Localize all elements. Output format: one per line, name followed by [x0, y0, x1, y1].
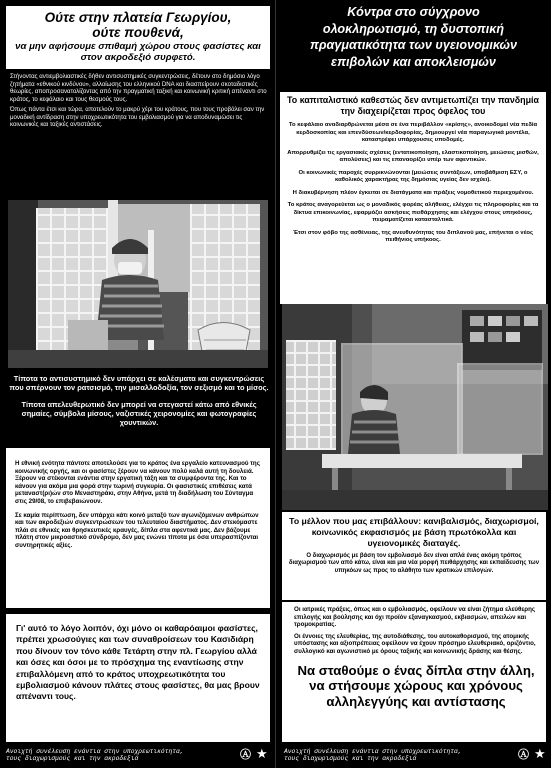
masked-child-photo-icon — [8, 200, 268, 368]
right-box-2 — [282, 512, 546, 600]
right-box1-para-6: Έτσι στον φόβο της ασθένειας, της ανευθυνότητας του διπλανού μας, επήνεται ο νέος πειθήνιος υπήκοος. — [292, 229, 534, 243]
right-box1-para-5: Το κράτος αναγορεύεται ως ο μοναδικός φορέας αλήθειας, ελέγχει τις πληροφορίες και τα δίκτυα επικοινωνίας, εφαρμόζει ασκήσεις πειθάρχησης και ελέγχου στους υπηκόους, πειραματίζεται κατασταλτικά. — [287, 202, 539, 223]
right-closing-line-2: να στήσουμε χώρους και χρόνους — [309, 678, 523, 694]
left-title-line-1: Ούτε στην πλατεία Γεωργίου, — [44, 10, 232, 25]
left-star-icon: ★ — [256, 747, 268, 762]
right-box1-heading: Το καπιταλιστικό καθεστώς δεν αντιμετωπίζει την πανδημία την διαχειρίζεται προς όφελος του — [287, 95, 539, 116]
left-intro-text — [10, 73, 268, 129]
left-title-box — [6, 6, 270, 69]
left-mid-para-2: Τίποτα απελευθερωτικό δεν μπορεί να στεγαστεί κάτω από εθνικές σημαίες, σύμβολα μίσους, ναζιστικές χειρονομίες και φωτογραφίες χουντικών. — [21, 400, 257, 427]
right-star-icon: ★ — [534, 747, 546, 762]
left-footer-line-2: τους διαχωρισμούς και την ακροδεξιά — [6, 755, 139, 762]
right-box2-para-1: Ο διαχωρισμός με βάση τον εμβολιασμό δεν είναι απλά ένας ακόμη τρόπος διαχωρισμού των από κάτω, είναι και μια νέα μορφή πειθάρχησης και εκπαίδευσης των υπηκόων ως προς το αλάθητο των κρατικών επιλογών. — [288, 553, 540, 574]
right-box-1 — [280, 92, 546, 304]
left-subtitle: να μην αφήσουμε σπιθαμή χώρου στους φασίστες και στον ακροδεξιό συρφετό. — [15, 41, 261, 63]
left-body-box — [6, 448, 270, 608]
right-title — [280, 4, 547, 70]
right-title-line-2: ολοκληρωτισμό, τη δυστοπική — [322, 21, 505, 36]
right-footer-line-1: Ανοιχτή συνέλευση ενάντια στην υποχρεωτικότητα, — [284, 748, 462, 755]
left-title-line-2: ούτε πουθενά, — [92, 25, 184, 40]
left-intro-para-1: Στήνοντας αντιεμβολιαστικές δήθεν αντισυστημικές συγκεντρώσεις, δέτουν στο δημόσιο λόγο ζητήματα «εθνικού κινδύνου», αλλοίωσης του ελληνικού DNA και διασπείρουν σκοταδιστικές θεωρίες, αποπροσανατολίζοντας από την πραγματική ταξική και κοινωνική κριτική απέναντι στο κράτος, το κεφάλαιο και τους θεσμούς τους. — [10, 73, 267, 103]
left-anarchy-icon: Ⓐ — [240, 748, 251, 761]
right-box1-para-4: Η διακυβέρνηση πλέον έγκειται σε διατάγματα και πράξεις νομοθετικού περιεχομένου. — [292, 189, 534, 196]
left-footer-line-1: Ανοιχτή συνέλευση ενάντια στην υποχρεωτικότητα, — [6, 748, 184, 755]
right-closing-line-1: Να σταθούμε ο ένας δίπλα στην άλλη, — [297, 662, 535, 678]
right-box1-para-3: Οι κοινωνικές παροχές συρρικνώνονται (μειώσεις συντάξεων, υποβάθμιση ΕΣΥ, ο καθολικός χαρακτήρας της δημόσιας υγείας δεν ισχύει). — [298, 169, 528, 183]
right-title-line-1: Κόντρα στο σύγχρονο — [347, 5, 480, 19]
right-anarchy-icon: Ⓐ — [518, 748, 529, 761]
classroom-photo-icon — [282, 304, 548, 510]
right-title-line-4: επιβολών και αποκλεισμών — [331, 54, 496, 69]
left-photo-masked-child — [8, 200, 268, 368]
left-intro-para-2: Όπως πάντα έτσι και τώρα, αποτελούν το μακρύ χέρι του κράτους, που τους προβάλει σαν την μοναδική αντίδραση στην υποχρεωτικότητα του εμβολιασμού για να αποδυναμώσει τις κοινωνικές και ταξικές αντιστάσεις. — [10, 106, 265, 129]
left-mid-text — [8, 374, 270, 427]
right-title-line-3: πραγματικότητα των υγειονομικών — [309, 38, 518, 52]
right-closing — [294, 663, 538, 710]
right-footer — [284, 748, 504, 762]
right-photo-classroom — [282, 304, 548, 510]
left-footer — [6, 748, 226, 762]
left-body-para-1: Η εθνική ενότητα πάντοτε αποτελούσε για το κράτος ένα εργαλείο κατευνασμού της κοινωνικής οργής, και οι φασίστες ξέρουν να κάνουν πολύ καλά αυτή τη δουλειά. Ξέρουν να στέκονται ενάντια στην εργατική τάξη και τα συμφέροντα της. Και το κάνουν για ακόμα μια φορά στην τωρινή συγκυρία. Οι φασιστικές επιθέσεις κατά μεταναστ(ρι)ών στο Μεναστηράκι, στην Αθήνα, μετά τη διαδήλωση του Σύνταγμα στις 29/08, το επιβεβαιώνουν. — [15, 460, 260, 505]
left-body-para-2: Σε καμία περίπτωση, δεν υπάρχει κάτι κοινό μεταξύ των αγωνιζόμενων ανθρώπων και των ακροδεξιών συγκεντρώσεων του τελευταίου διαστήματος. Δεν στεκόμαστε πλάι σε εθνικές και θρησκευτικές κραυγές, δίπλα στα αφεντικά μας. Δεν βάζουμε πλάτη στον μικροαστικό σύνδρομο, δεν μας ενώνει τίποτα με όσα υπερασπίζονται συντηρητικές αξίες. — [15, 511, 259, 549]
left-call-box — [6, 614, 270, 742]
right-box1-para-1: Το κεφάλαιο αναδιαρθρώνεται μέσα σε ένα περιβάλλον «κρίσης», ανοικοδομεί νέα πεδία κερδοσκοπίας και επενδύσεων/κερδοφορίας, δημιουργεί νέα παραγωγικά μοντέλα, καταστρέφει υπάρχουσες υποδομές. — [288, 122, 538, 143]
right-box-3 — [282, 602, 546, 742]
right-column — [276, 0, 551, 768]
right-box3-para-2: Οι έννοιες της ελευθερίας, της αυτοδιάθεσης, του αυτοκαθορισμού, της ατομικής υπόστασης και αξιοπρέπειας οφείλουν να έχουν πρόσημο ελευθεριακό, οριζόντιο, συλλογικό και αγωνιστικό με όρους ταξικής και κοινωνικής δράσης και θέσης. — [294, 632, 536, 655]
left-call-para: Γι' αυτό το λόγο λοιπόν, όχι μόνο οι καθαρόαιμοι φασίστες, πρέπει χρωσούγιες και των συναθροίσεων του Κασιδιάρη που δίνουν τον τόνο κάθε Τετάρτη στην πλ. Γεωργίου αλλά και όσες και όσοι με το πρόσχημα της εναντίωσης στην επιβαλλόμενη από το κράτος υποχρεωτικότητα του εμβολιασμού κάνουν πλάτες στους φασίστες, θα μας βρουν απέναντι τους. — [16, 623, 260, 702]
right-box2-heading: Το μέλλον που μας επιβάλλουν: κανιβαλισμός, διαχωρισμοί, κοινωνικός εκφασισμός με βάση πρωτόκολλα και υγειονομικές διαταγές. — [289, 516, 539, 548]
right-footer-line-2: τους διαχωρισμούς και την ακροδεξιά — [284, 755, 417, 762]
right-box3-para-1: Οι ιατρικές πράξεις, όπως και ο εμβολιασμός, οφείλουν να είναι ζήτημα ελεύθερης επιλογής και βούλησης και όχι προϊόν εξαναγκασμού, εκβιασμών, απειλών και τρομοκρατίας. — [294, 606, 536, 629]
right-closing-line-3: αλληλεγγύης και αντίστασης — [326, 694, 506, 710]
left-mid-para-1: Τίποτα το αντισυστημικό δεν υπάρχει σε καλέσματα και συγκεντρώσεις που σπέρνουν τον ρατσισμό, την μισαλλοδοξία, τον σεξισμό και το μίσος. — [9, 374, 269, 392]
right-box1-para-2: Απορρυθμίζει τις εργασιακές σχέσεις (εντατικοποίηση, ελαστικοποίηση, μειώσεις μισθών, απολύσεις) και τις επαναορίζει υπέρ των αφεντικών. — [287, 149, 539, 163]
